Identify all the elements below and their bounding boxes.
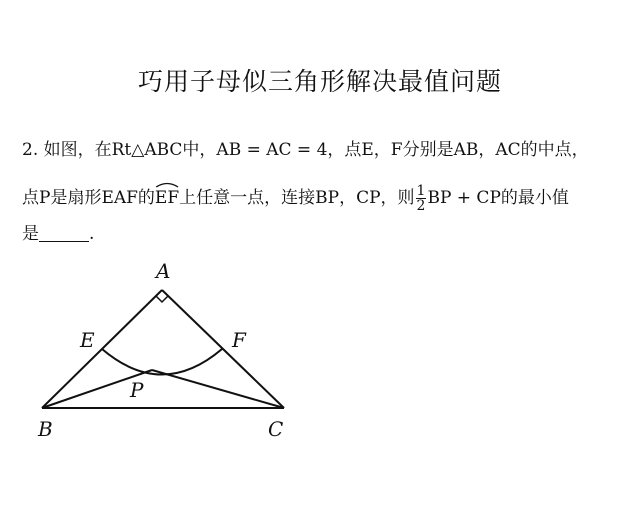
arc-ef <box>102 349 222 375</box>
problem-line-3-start: 是 <box>22 224 39 244</box>
problem-line-3-end: . <box>89 224 95 244</box>
arc-ef-label: EF <box>154 188 180 208</box>
problem-line-2-middle: 上任意一点，连接BP，CP，则 <box>179 188 415 208</box>
problem-line-2-start: 点P是扇形EAF的 <box>22 188 155 208</box>
label-e: E <box>80 328 95 352</box>
fraction-denominator: 2 <box>416 198 426 214</box>
problem-line-1: 2. 如图，在Rt△ABC中，AB = AC = 4，点E，F分别是AB，AC的中点， <box>22 140 589 160</box>
label-b: B <box>38 417 53 441</box>
label-f: F <box>232 328 246 352</box>
right-angle-mark <box>156 296 168 302</box>
label-p: P <box>130 378 144 402</box>
problem-line-2-end: BP + CP的最小值 <box>427 188 569 208</box>
label-a: A <box>156 259 171 283</box>
page-title: 巧用子母似三角形解决最值问题 <box>137 67 502 96</box>
label-c: C <box>268 417 284 441</box>
fraction-numerator: 1 <box>416 183 426 199</box>
